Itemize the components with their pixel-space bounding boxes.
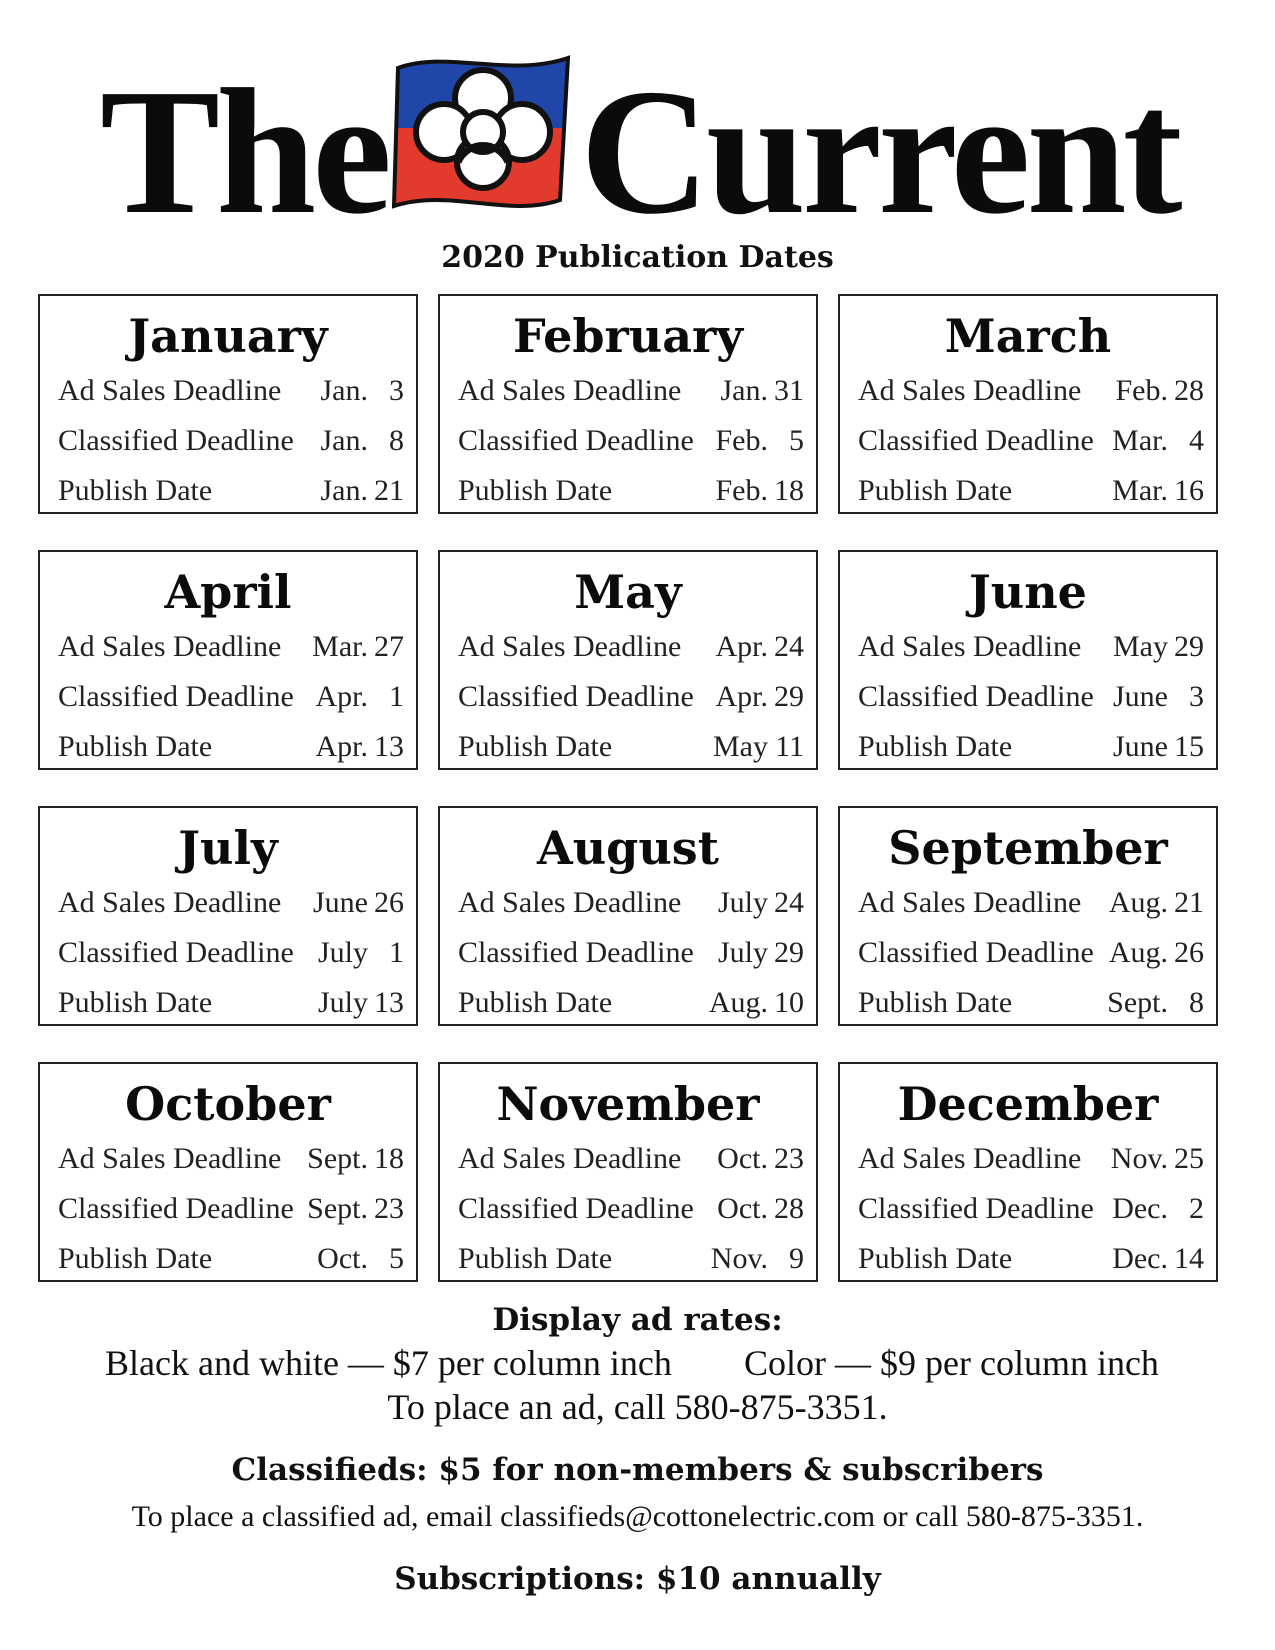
row-label: Publish Date [458, 474, 613, 507]
publish-row [840, 978, 1216, 1028]
month-name: November [496, 1077, 760, 1131]
month-name: March [944, 309, 1112, 363]
classified-row [440, 1184, 816, 1234]
row-month: July [317, 936, 368, 969]
row-label: Classified Deadline [58, 936, 294, 969]
row-month: Aug. [1108, 886, 1168, 919]
row-label: Publish Date [858, 730, 1013, 763]
ad-sales-row [440, 622, 816, 672]
row-day: 2 [1189, 1192, 1204, 1225]
publish-row [440, 978, 816, 1028]
row-month: Apr. [715, 630, 768, 663]
classifieds-heading: Classifieds: $5 for non-members & subscribers [231, 1452, 1044, 1488]
page-subtitle: 2020 Publication Dates [441, 240, 834, 275]
publish-row [440, 466, 816, 516]
row-day: 24 [774, 630, 804, 663]
month-box-october [38, 1062, 418, 1282]
row-label: Ad Sales Deadline [858, 374, 1082, 407]
masthead [0, 40, 1275, 251]
month-box-march [838, 294, 1218, 514]
publish-row [440, 722, 816, 772]
row-month: Jan. [320, 474, 368, 507]
cotton-flag-logo [388, 50, 578, 210]
ad-sales-row [840, 878, 1216, 928]
row-day: 3 [1189, 680, 1204, 713]
row-day: 25 [1174, 1142, 1204, 1175]
row-month: Apr. [315, 680, 368, 713]
row-label: Classified Deadline [458, 1192, 694, 1225]
row-day: 14 [1174, 1242, 1204, 1275]
row-month: Jan. [320, 374, 368, 407]
classified-row [40, 1184, 416, 1234]
ad-sales-row [40, 366, 416, 416]
publish-row [40, 978, 416, 1028]
classified-row [840, 672, 1216, 722]
masthead-word-current: Current [580, 52, 1179, 251]
month-box-may [438, 550, 818, 770]
row-month: May [1113, 630, 1168, 663]
classified-row [440, 672, 816, 722]
display-rates-heading: Display ad rates: [492, 1302, 783, 1338]
row-label: Classified Deadline [858, 680, 1094, 713]
classifieds-text: To place a classified ad, email classifieds@cottonelectric.com or call 580-875-3351. [131, 1500, 1144, 1533]
row-label: Ad Sales Deadline [58, 886, 282, 919]
ad-sales-row [840, 622, 1216, 672]
row-month: June [1113, 680, 1168, 713]
row-label: Classified Deadline [858, 1192, 1094, 1225]
publish-row [840, 1234, 1216, 1284]
month-box-december [838, 1062, 1218, 1282]
row-label: Ad Sales Deadline [858, 886, 1082, 919]
classified-row [840, 928, 1216, 978]
row-label: Ad Sales Deadline [58, 374, 282, 407]
row-day: 29 [1174, 630, 1204, 663]
month-box-february [438, 294, 818, 514]
row-label: Publish Date [58, 986, 213, 1019]
row-month: Sept. [307, 1192, 368, 1225]
row-label: Publish Date [58, 730, 213, 763]
month-name: January [128, 309, 328, 363]
row-label: Ad Sales Deadline [458, 1142, 682, 1175]
row-label: Classified Deadline [58, 424, 294, 457]
row-month: Oct. [717, 1192, 768, 1225]
row-month: Dec. [1112, 1242, 1168, 1275]
month-box-june [838, 550, 1218, 770]
row-label: Ad Sales Deadline [58, 630, 282, 663]
row-day: 18 [374, 1142, 404, 1175]
ad-sales-row [840, 366, 1216, 416]
row-month: Feb. [1115, 374, 1168, 407]
row-day: 29 [774, 680, 804, 713]
row-month: Mar. [1112, 424, 1168, 457]
row-month: Dec. [1112, 1192, 1168, 1225]
row-day: 1 [389, 936, 404, 969]
row-label: Publish Date [458, 986, 613, 1019]
row-month: July [317, 986, 368, 1019]
row-day: 21 [1174, 886, 1204, 919]
row-label: Publish Date [858, 986, 1013, 1019]
month-box-august [438, 806, 818, 1026]
masthead-word-the: The [100, 52, 389, 251]
month-name: June [969, 565, 1087, 619]
month-name: August [537, 821, 719, 875]
row-month: Nov. [710, 1242, 768, 1275]
month-box-april [38, 550, 418, 770]
row-label: Classified Deadline [58, 1192, 294, 1225]
color-rate-text: Color — $9 per column inch [744, 1343, 1159, 1383]
row-month: Sept. [1107, 986, 1168, 1019]
publish-row [440, 1234, 816, 1284]
row-day: 11 [775, 730, 804, 763]
row-day: 23 [774, 1142, 804, 1175]
subscriptions-text: Subscriptions: $10 annually [394, 1561, 881, 1597]
month-box-january [38, 294, 418, 514]
row-day: 8 [389, 424, 404, 457]
month-box-september [838, 806, 1218, 1026]
row-label: Publish Date [58, 474, 213, 507]
classified-row [840, 416, 1216, 466]
row-label: Publish Date [858, 474, 1013, 507]
row-label: Ad Sales Deadline [458, 630, 682, 663]
publish-row [40, 722, 416, 772]
row-month: Nov. [1110, 1142, 1168, 1175]
ad-sales-row [40, 622, 416, 672]
row-day: 13 [374, 986, 404, 1019]
row-day: 15 [1174, 730, 1204, 763]
row-label: Ad Sales Deadline [858, 1142, 1082, 1175]
row-day: 21 [374, 474, 404, 507]
row-label: Classified Deadline [858, 424, 1094, 457]
publish-row [40, 466, 416, 516]
rates-line [0, 1342, 1275, 1386]
row-month: July [717, 886, 768, 919]
row-day: 3 [389, 374, 404, 407]
ad-sales-row [440, 366, 816, 416]
row-month: Apr. [315, 730, 368, 763]
classified-row [40, 416, 416, 466]
row-month: July [717, 936, 768, 969]
row-label: Ad Sales Deadline [58, 1142, 282, 1175]
classified-row [40, 672, 416, 722]
row-label: Classified Deadline [858, 936, 1094, 969]
month-name: July [178, 821, 278, 875]
month-name: December [897, 1077, 1159, 1131]
row-day: 9 [789, 1242, 804, 1275]
row-month: Jan. [320, 424, 368, 457]
bw-rate-text: Black and white — $7 per column inch [105, 1343, 672, 1383]
row-day: 5 [789, 424, 804, 457]
row-day: 26 [1174, 936, 1204, 969]
row-day: 10 [774, 986, 804, 1019]
publish-row [40, 1234, 416, 1284]
row-day: 24 [774, 886, 804, 919]
row-month: Oct. [317, 1242, 368, 1275]
ad-sales-row [840, 1134, 1216, 1184]
month-box-november [438, 1062, 818, 1282]
row-day: 4 [1189, 424, 1204, 457]
row-month: May [713, 730, 768, 763]
row-day: 13 [374, 730, 404, 763]
row-day: 1 [389, 680, 404, 713]
row-label: Ad Sales Deadline [858, 630, 1082, 663]
row-month: Jan. [720, 374, 768, 407]
ad-sales-row [440, 878, 816, 928]
row-label: Ad Sales Deadline [458, 374, 682, 407]
row-label: Publish Date [858, 1242, 1013, 1275]
month-name: April [164, 565, 292, 619]
row-label: Publish Date [458, 730, 613, 763]
classified-row [840, 1184, 1216, 1234]
row-label: Classified Deadline [458, 424, 694, 457]
row-month: June [313, 886, 368, 919]
row-label: Classified Deadline [58, 680, 294, 713]
ad-sales-row [440, 1134, 816, 1184]
month-box-july [38, 806, 418, 1026]
row-day: 8 [1189, 986, 1204, 1019]
row-month: Oct. [717, 1142, 768, 1175]
row-day: 28 [1174, 374, 1204, 407]
classified-row [440, 928, 816, 978]
month-name: February [512, 309, 744, 363]
ad-sales-row [40, 878, 416, 928]
row-month: Aug. [1108, 936, 1168, 969]
row-day: 23 [374, 1192, 404, 1225]
publish-row [840, 466, 1216, 516]
place-ad-text: To place an ad, call 580-875-3351. [387, 1387, 888, 1427]
row-month: Mar. [1112, 474, 1168, 507]
row-day: 28 [774, 1192, 804, 1225]
row-day: 26 [374, 886, 404, 919]
ad-sales-row [40, 1134, 416, 1184]
row-month: Aug. [708, 986, 768, 1019]
month-name: October [125, 1077, 331, 1131]
row-label: Classified Deadline [458, 680, 694, 713]
row-label: Ad Sales Deadline [458, 886, 682, 919]
row-day: 18 [774, 474, 804, 507]
row-day: 27 [374, 630, 404, 663]
month-name: September [888, 821, 1168, 875]
row-day: 16 [1174, 474, 1204, 507]
row-month: Feb. [715, 474, 768, 507]
row-label: Classified Deadline [458, 936, 694, 969]
row-month: Sept. [307, 1142, 368, 1175]
row-month: Mar. [312, 630, 368, 663]
row-day: 5 [389, 1242, 404, 1275]
row-day: 31 [774, 374, 804, 407]
classified-row [440, 416, 816, 466]
classified-row [40, 928, 416, 978]
publish-row [840, 722, 1216, 772]
row-day: 29 [774, 936, 804, 969]
row-label: Publish Date [58, 1242, 213, 1275]
row-month: Feb. [715, 424, 768, 457]
row-label: Publish Date [458, 1242, 613, 1275]
row-month: Apr. [715, 680, 768, 713]
row-month: June [1113, 730, 1168, 763]
month-name: May [574, 565, 682, 619]
